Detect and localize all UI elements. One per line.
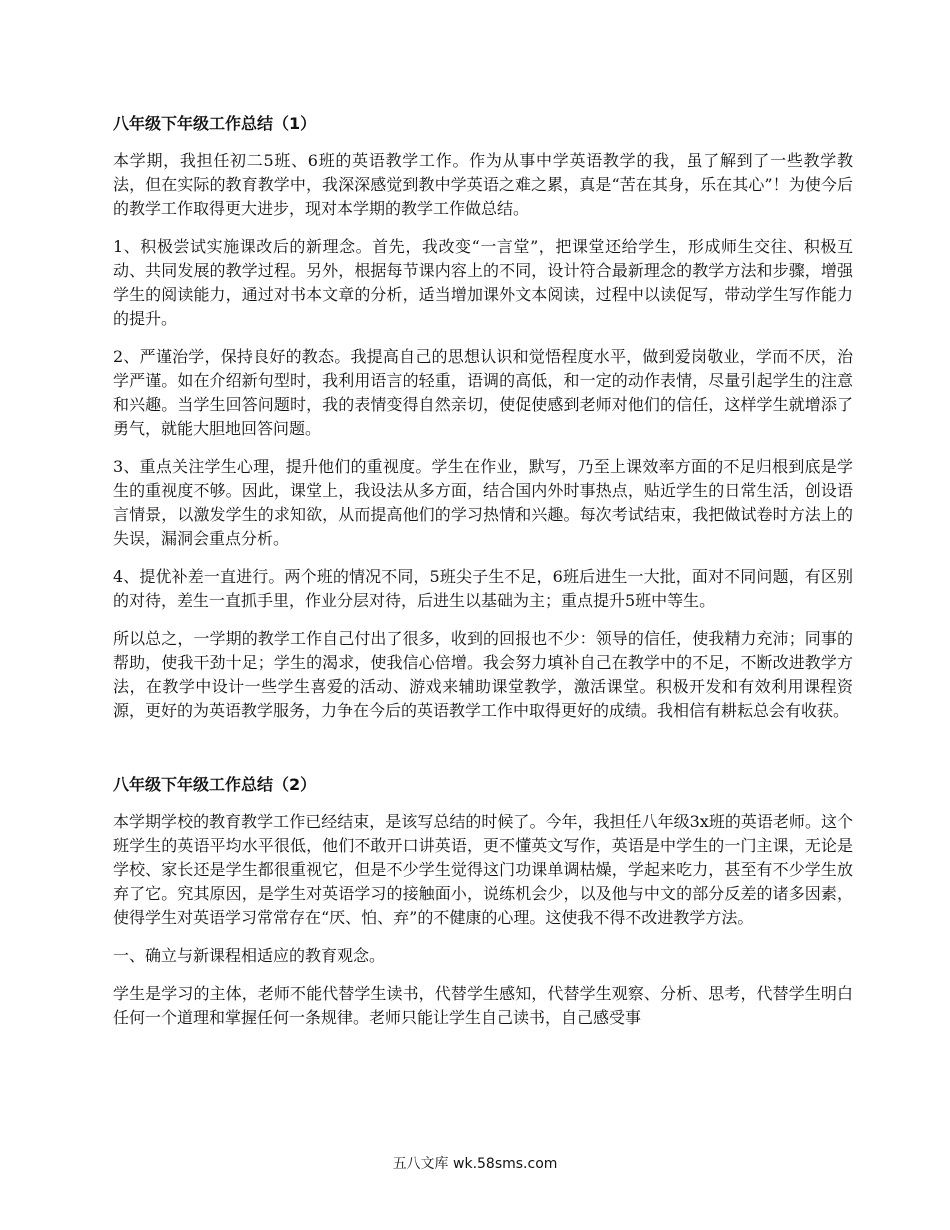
paragraph: 本学期，我担任初二5班、6班的英语教学工作。作为从事中学英语教学的我，虽了解到了一些教学教法，但在实际的教育教学中，我深深感觉到教中学英语之难之累，真是“苦在其身，乐在其心”！为使今后的教学工作取得更大进步，现对本学期的教学工作做总结。: [113, 151, 853, 218]
section-spacer: [113, 737, 853, 773]
section-2: [113, 773, 853, 1030]
paragraph: 一、确立与新课程相适应的教育观念。: [113, 946, 386, 965]
section-title: 八年级下年级工作总结（1）: [113, 114, 317, 133]
section-1: [113, 112, 853, 723]
paragraph: 2、严谨治学，保持良好的教态。我提高自己的思想认识和觉悟程度水平，做到爱岗敬业，学而不厌，治学严谨。如在介绍新句型时，我利用语言的轻重，语调的高低，和一定的动作表情，尽量引起学生的注意和兴趣。当学生回答问题时，我的表情变得自然亲切，使促使感到老师对他们的信任，这样学生就增添了勇气，就能大胆地回答问题。: [113, 347, 853, 438]
paragraph: 本学期学校的教育教学工作已经结束，是该写总结的时候了。今年，我担任八年级3x班的英语老师。这个班学生的英语平均水平很低，他们不敢开口讲英语，更不懂英文写作，英语是中学生的一门主课，无论是学校、家长还是学生都很重视它，但是不少学生觉得这门功课单调枯燥，学起来吃力，甚至有不少学生放弃了它。究其原因，是学生对英语学习的接触面小，说练机会少，以及他与中文的部分反差的诸多因素，使得学生对英语学习常常存在“厌、怕、弃”的不健康的心理。这使我不得不改进教学方法。: [113, 812, 853, 927]
section-title: 八年级下年级工作总结（2）: [113, 775, 317, 794]
paragraph: 所以总之，一学期的教学工作自己付出了很多，收到的回报也不少：领导的信任，使我精力充沛；同事的帮助，使我干劲十足；学生的渴求，使我信心倍增。我会努力填补自己在教学中的不足，不断改进教学方法，在教学中设计一些学生喜爱的活动、游戏来辅助课堂教学，激活课堂。积极开发和有效利用课程资源，更好的为英语教学服务，力争在今后的英语教学工作中取得更好的成绩。我相信有耕耘总会有收获。: [113, 629, 853, 720]
paragraph: 1、积极尝试实施课改后的新理念。首先，我改变“一言堂”，把课堂还给学生，形成师生交往、积极互动、共同发展的教学过程。另外，根据每节课内容上的不同，设计符合最新理念的教学方法和步骤，增强学生的阅读能力，通过对书本文章的分析，适当增加课外文本阅读，过程中以读促写，带动学生写作能力的提升。: [113, 237, 853, 328]
document-body: [113, 112, 853, 1044]
paragraph: 学生是学习的主体，老师不能代替学生读书，代替学生感知，代替学生观察、分析、思考，代替学生明白任何一个道理和掌握任何一条规律。老师只能让学生自己读书，自己感受事: [113, 984, 853, 1027]
paragraph: 4、提优补差一直进行。两个班的情况不同，5班尖子生不足，6班后进生一大批，面对不同问题，有区别的对待，差生一直抓手里，作业分层对待，后进生以基础为主；重点提升5班中等生。: [113, 567, 853, 610]
footer-watermark: 五八文库 wk.58sms.com: [392, 1156, 558, 1172]
paragraph: 3、重点关注学生心理，提升他们的重视度。学生在作业，默写，乃至上课效率方面的不足归根到底是学生的重视度不够。因此，课堂上，我设法从多方面，结合国内外时事热点，贴近学生的日常生活，创设语言情景，以激发学生的求知欲，从而提高他们的学习热情和兴趣。每次考试结束，我把做试卷时方法上的失误，漏洞会重点分析。: [113, 457, 853, 548]
